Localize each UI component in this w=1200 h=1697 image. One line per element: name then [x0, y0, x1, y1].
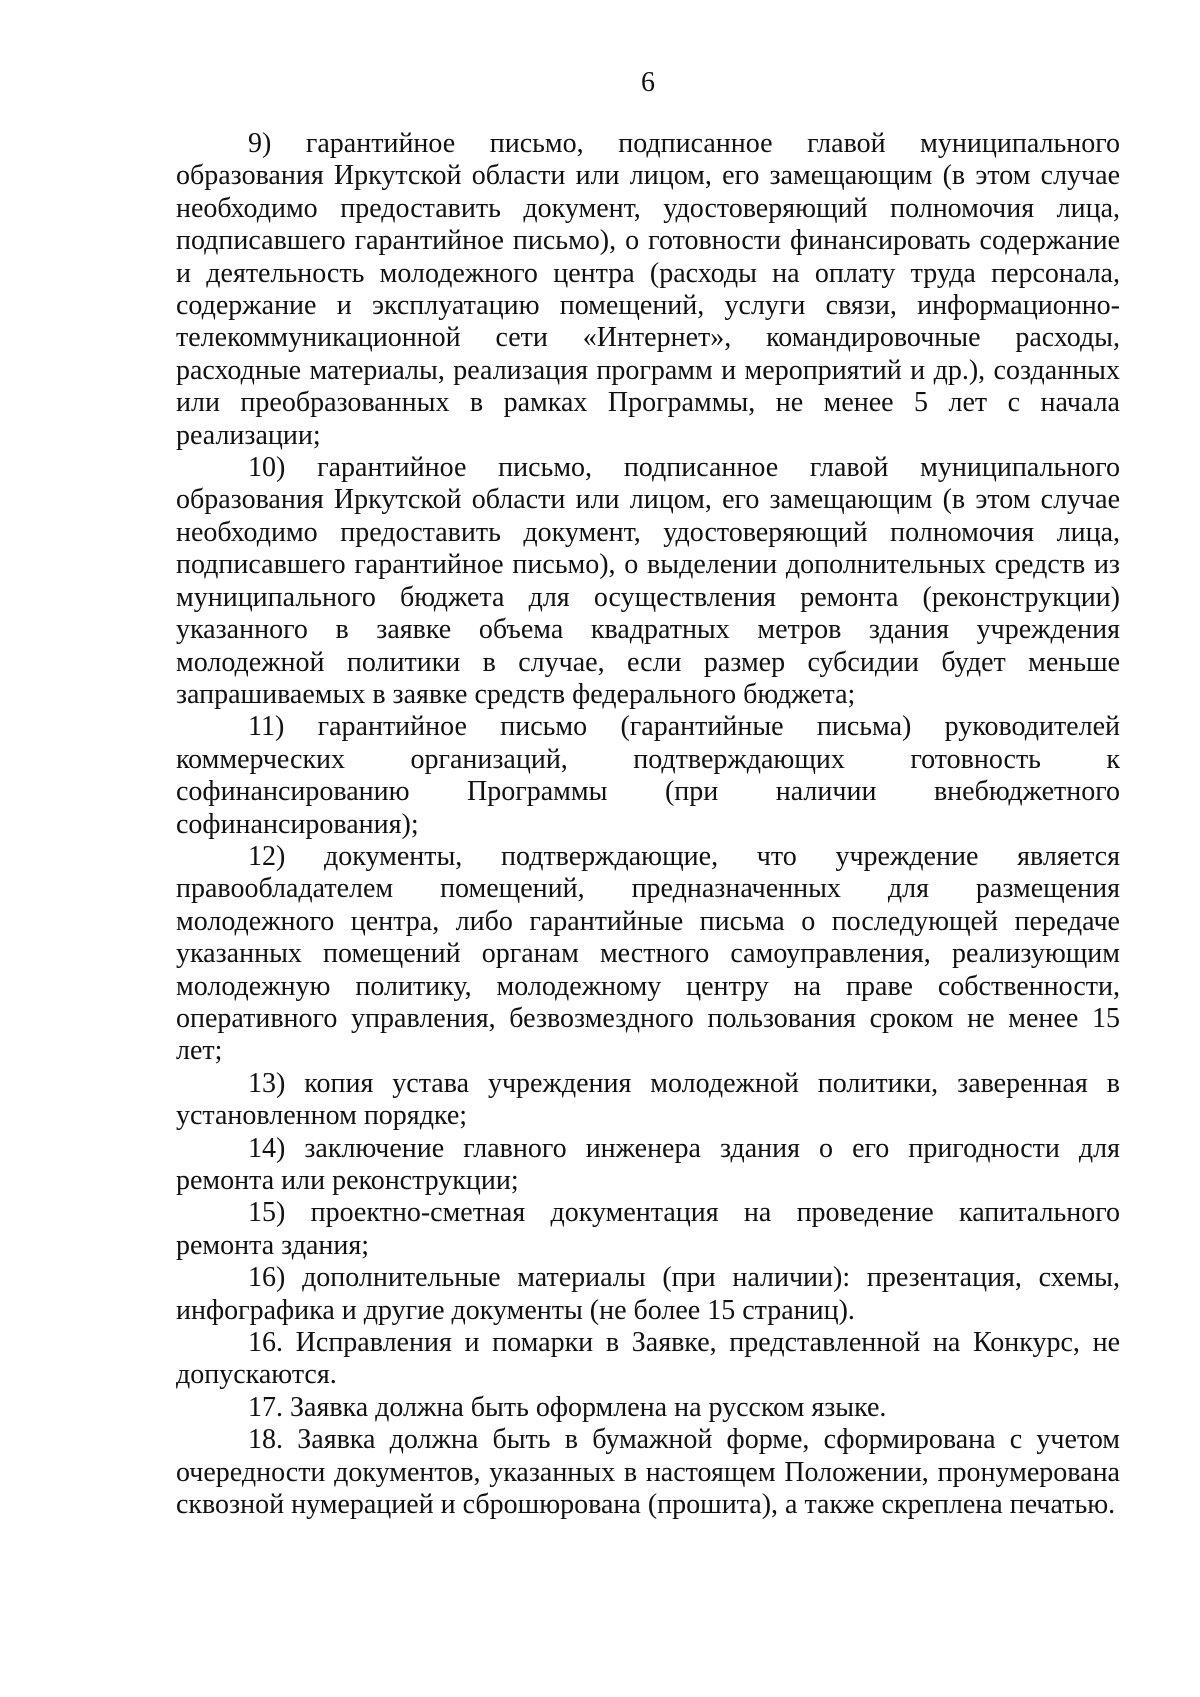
clause-18: 18. Заявка должна быть в бумажной форме, сформирована с учетом очередности документов, указанных в настоящем Положении, пронумерована сквозной нумерацией и сброшюрована (прошита), а также скреплена печатью. [176, 1424, 1120, 1521]
page-number: 6 [641, 67, 655, 98]
list-item-14: 14) заключение главного инженера здания о его пригодности для ремонта или реконструкции; [176, 1132, 1120, 1196]
list-item-10: 10) гарантийное письмо, подписанное главой муниципального образования Иркутской области или лицом, его замещающим (в этом случае необходимо предоставить документ, удостоверяющий полномочия лица, подписавшего гарантийное письмо), о выделении дополнительных средств из муниципального бюджета для осуществления ремонта (реконструкции) указанного в заявке объема квадратных метров здания учреждения молодежной политики в случае, если размер субсидии будет меньше запрашиваемых в заявке средств федерального бюджета; [176, 452, 1120, 710]
list-item-9: 9) гарантийное письмо, подписанное главой муниципального образования Иркутской области или лицом, его замещающим (в этом случае необходимо предоставить документ, удостоверяющий полномочия лица, подписавшего гарантийное письмо), о готовности финансировать содержание и деятельность молодежного центра (расходы на оплату труда персонала, содержание и эксплуатацию помещений, услуги связи, информационно-телекоммуникационной сети «Интернет», командировочные расходы, расходные материалы, реализация программ и мероприятий и др.), созданных или преобразованных в рамках Программы, не менее 5 лет с начала реализации; [176, 128, 1120, 451]
clause-16: 16. Исправления и помарки в Заявке, представленной на Конкурс, не допускаются. [176, 1327, 1120, 1391]
list-item-16: 16) дополнительные материалы (при наличии): презентация, схемы, инфографика и другие документы (не более 15 страниц). [176, 1262, 1120, 1326]
list-item-13: 13) копия устава учреждения молодежной политики, заверенная в установленном порядке; [176, 1067, 1120, 1132]
clause-17: 17. Заявка должна быть оформлена на русском языке. [248, 1391, 887, 1423]
list-item-12: 12) документы, подтверждающие, что учреждение является правообладателем помещений, предназначенных для размещения молодежного центра, либо гарантийные письма о последующей передаче указанных помещений органам местного самоуправления, реализующим молодежную политику, молодежному центру на праве собственности, оперативного управления, безвозмездного пользования сроком не менее 15 лет; [176, 840, 1120, 1067]
list-item-15: 15) проектно-сметная документация на проведение капитального ремонта здания; [176, 1197, 1120, 1261]
list-item-11: 11) гарантийное письмо (гарантийные письма) руководителей коммерческих организаций, подтверждающих готовность к софинансированию Программы (при наличии внебюджетного софинансирования); [176, 711, 1120, 840]
document-body [176, 128, 1120, 1521]
